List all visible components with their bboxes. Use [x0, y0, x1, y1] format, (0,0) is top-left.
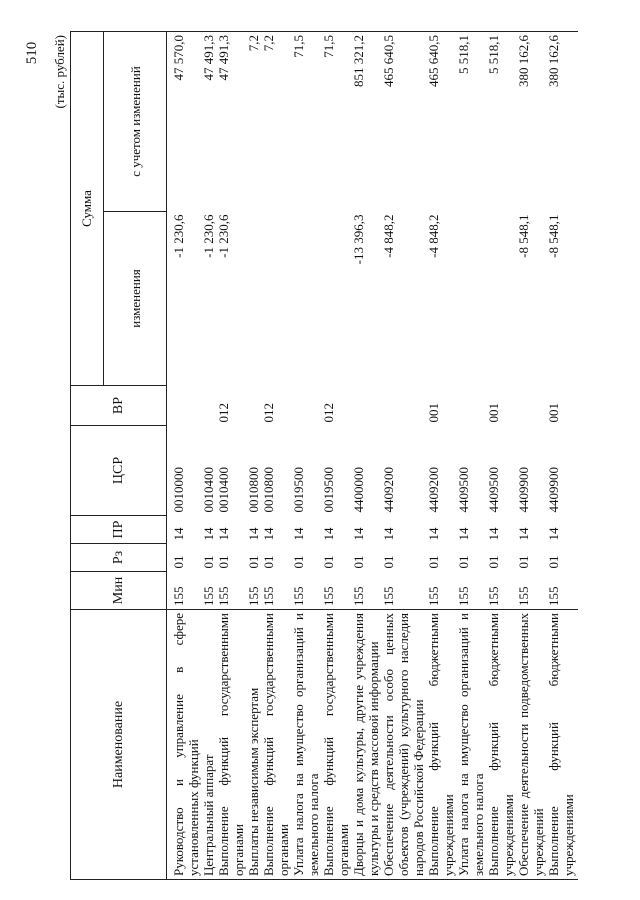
row-vr — [167, 386, 202, 426]
row-change: -8 548,1 — [516, 214, 531, 258]
row-total: 71,5 — [321, 32, 351, 212]
row-vr — [456, 386, 486, 426]
row-csr: 0019500 — [321, 467, 336, 513]
row-name: Выплаты независимым экспертам — [246, 610, 261, 880]
header-csr: ЦСР — [71, 426, 167, 516]
table-row — [321, 32, 351, 880]
row-min: 155 — [486, 586, 501, 606]
row-csr: 4409900 — [546, 467, 561, 513]
row-change — [321, 212, 351, 386]
row-rz: 01 — [546, 555, 561, 569]
row-name: Центральный аппарат — [201, 610, 216, 880]
table-row — [351, 32, 381, 880]
page-number: 510 — [24, 41, 40, 65]
units-note: (тыс. рублей) — [52, 35, 67, 109]
table-row — [216, 32, 246, 880]
row-pr: 14 — [381, 527, 396, 541]
table-row — [261, 32, 291, 880]
row-pr: 14 — [546, 527, 561, 541]
row-csr: 4409900 — [516, 467, 531, 513]
row-change: -8 548,1 — [546, 214, 561, 258]
header-rz: Рз — [71, 544, 167, 572]
row-change: -4 848,2 — [381, 214, 396, 258]
row-total: 465 640,5 — [381, 32, 426, 212]
row-total: 851 321,2 — [351, 32, 381, 212]
header-min: Мин — [71, 572, 167, 610]
row-rz: 01 — [201, 555, 216, 569]
row-pr: 14 — [351, 527, 366, 541]
row-vr — [516, 386, 546, 426]
row-rz: 01 — [381, 555, 396, 569]
row-name: Обеспечение деятельности подведомственных учреждений — [516, 610, 546, 880]
row-min: 155 — [261, 586, 276, 606]
header-name: Наименование — [71, 610, 167, 880]
row-pr: 14 — [456, 527, 471, 541]
table-row — [456, 32, 486, 880]
table-row — [546, 32, 578, 880]
row-change: -4 848,2 — [426, 214, 441, 258]
row-change: -13 396,3 — [351, 214, 366, 265]
row-rz: 01 — [261, 555, 276, 569]
row-csr: 0010800 — [246, 467, 261, 513]
row-change — [261, 212, 291, 386]
row-total: 7,2 — [261, 32, 291, 212]
row-change: -1 230,6 — [216, 214, 231, 258]
row-change — [291, 212, 321, 386]
row-total: 47 570,0 — [167, 32, 202, 212]
row-min: 155 — [246, 586, 261, 606]
row-name: Выполнение функций государственными органами — [321, 610, 351, 880]
row-csr: 4409200 — [381, 467, 396, 513]
row-min: 155 — [291, 586, 306, 606]
row-csr: 4400000 — [351, 467, 366, 513]
row-vr — [291, 386, 321, 426]
row-total: 380 162,6 — [516, 32, 546, 212]
table-row — [291, 32, 321, 880]
row-rz: 01 — [171, 555, 186, 569]
row-min: 155 — [456, 586, 471, 606]
row-pr: 14 — [201, 527, 216, 541]
row-name: Выполнение функций бюджетными учреждениями — [546, 610, 578, 880]
row-total: 71,5 — [291, 32, 321, 212]
row-csr: 0010800 — [261, 467, 276, 513]
row-change: -1 230,6 — [171, 214, 186, 258]
row-csr: 4409500 — [486, 467, 501, 513]
row-name: Выполнение функций государственными органами — [216, 610, 246, 880]
row-pr: 14 — [321, 527, 336, 541]
table-row — [167, 32, 202, 880]
row-name: Руководство и управление в сфере установленных функций — [167, 610, 202, 880]
row-rz: 01 — [456, 555, 471, 569]
row-name: Уплата налога на имущество организаций и земельного налога — [456, 610, 486, 880]
row-rz: 01 — [321, 555, 336, 569]
row-rz: 01 — [486, 555, 501, 569]
row-name: Дворцы и дома культуры, другие учреждения культуры и средств массовой информации — [351, 610, 381, 880]
row-change — [486, 212, 516, 386]
row-name: Выполнение функций бюджетными учреждениями — [486, 610, 516, 880]
row-min: 155 — [201, 586, 216, 606]
row-csr: 0010400 — [201, 467, 216, 513]
row-rz: 01 — [426, 555, 441, 569]
row-min: 155 — [321, 586, 336, 606]
row-total: 47 491,3 — [201, 32, 216, 212]
row-total: 380 162,6 — [546, 32, 578, 212]
budget-table — [70, 31, 578, 880]
row-vr — [246, 386, 261, 426]
header-with-changes: с учетом изменений — [104, 32, 167, 212]
row-rz: 01 — [516, 555, 531, 569]
row-csr: 4409200 — [426, 467, 441, 513]
table-row — [246, 32, 261, 880]
row-min: 155 — [381, 586, 396, 606]
row-vr — [201, 386, 216, 426]
row-rz: 01 — [216, 555, 231, 569]
row-pr: 14 — [486, 527, 501, 541]
header-vr: ВР — [71, 386, 167, 426]
table-row — [516, 32, 546, 880]
row-csr: 0010400 — [216, 467, 231, 513]
row-min: 155 — [426, 586, 441, 606]
row-vr: 012 — [321, 403, 336, 423]
row-csr: 0010000 — [171, 467, 186, 513]
row-csr: 0019500 — [291, 467, 306, 513]
row-change — [246, 212, 261, 386]
table-row — [201, 32, 216, 880]
row-pr: 14 — [426, 527, 441, 541]
header-sum: Сумма — [71, 32, 104, 386]
row-vr: 012 — [216, 403, 231, 423]
row-change — [456, 212, 486, 386]
row-pr: 14 — [516, 527, 531, 541]
row-vr — [381, 386, 426, 426]
row-vr: 001 — [486, 403, 501, 423]
row-name: Выполнение функций бюджетными учреждениями — [426, 610, 456, 880]
row-csr: 4409500 — [456, 467, 471, 513]
row-total: 47 491,3 — [216, 32, 246, 212]
row-total: 7,2 — [246, 32, 261, 212]
row-total: 5 518,1 — [456, 32, 486, 212]
row-pr: 14 — [216, 527, 231, 541]
table-row — [426, 32, 456, 880]
row-name: Обеспечение деятельности особо ценных объектов (учреждений) культурного наследия народов Российской Федерации — [381, 610, 426, 880]
row-vr — [351, 386, 381, 426]
row-pr: 14 — [291, 527, 306, 541]
row-name: Уплата налога на имущество организаций и земельного налога — [291, 610, 321, 880]
header-pr: ПР — [71, 516, 167, 544]
row-rz: 01 — [246, 555, 261, 569]
table-row — [381, 32, 426, 880]
row-min: 155 — [171, 586, 186, 606]
row-total: 5 518,1 — [486, 32, 516, 212]
row-total: 465 640,5 — [426, 32, 456, 212]
row-min: 155 — [546, 586, 561, 606]
row-min: 155 — [351, 586, 366, 606]
row-pr: 14 — [171, 527, 186, 541]
row-vr: 001 — [546, 403, 561, 423]
rotated-page — [12, 30, 622, 880]
row-vr: 012 — [261, 403, 276, 423]
table-row — [486, 32, 516, 880]
row-pr: 14 — [246, 527, 261, 541]
row-change: -1 230,6 — [201, 214, 216, 258]
row-name: Выполнение функций государственными органами — [261, 610, 291, 880]
row-min: 155 — [516, 586, 531, 606]
row-min: 155 — [216, 586, 231, 606]
row-rz: 01 — [291, 555, 306, 569]
row-vr: 001 — [426, 403, 441, 423]
header-changes: изменения — [104, 212, 167, 386]
row-rz: 01 — [351, 555, 366, 569]
row-pr: 14 — [261, 527, 276, 541]
